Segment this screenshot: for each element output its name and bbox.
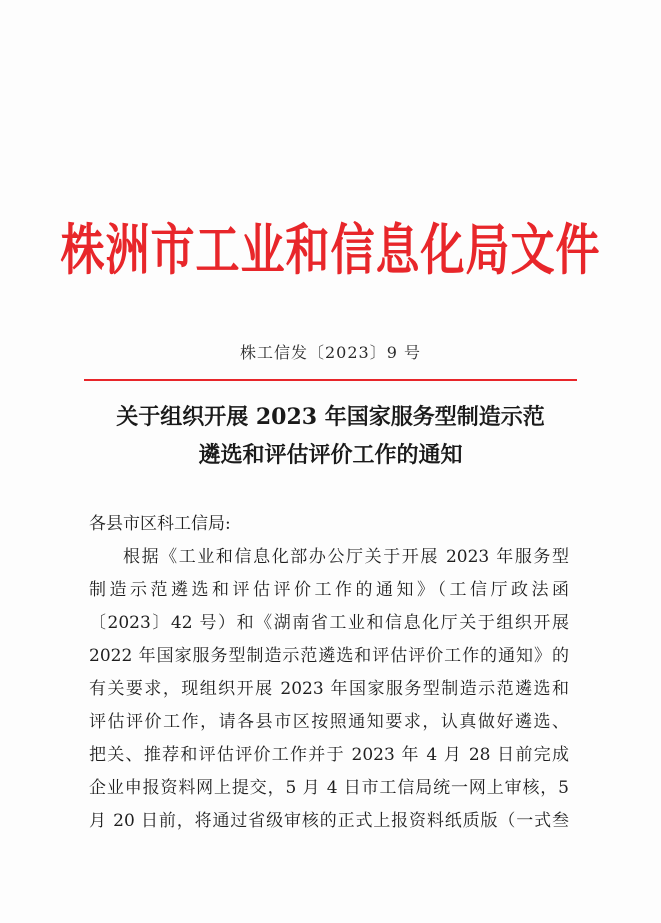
body-line: 根据《工业和信息化部办公厅关于开展 2023 年服务型 bbox=[123, 547, 569, 567]
issuer-title: 株洲市工业和信息化局文件 bbox=[60, 219, 601, 283]
body-line: 〔2023〕42 号）和《湖南省工业和信息化厅关于组织开展 bbox=[89, 613, 569, 633]
body-line: 2022 年国家服务型制造示范遴选和评估评价工作的通知》的 bbox=[89, 646, 569, 666]
body-line: 有关要求，现组织开展 2023 年国家服务型制造示范遴选和 bbox=[89, 679, 569, 699]
notice-title-line-2: 遴选和评估评价工作的通知 bbox=[198, 442, 463, 468]
body-line: 评估评价工作，请各县市区按照通知要求，认真做好遴选、 bbox=[89, 712, 569, 732]
document-number: 株工信发〔2023〕9 号 bbox=[240, 343, 421, 362]
salutation: 各县市区科工信局: bbox=[89, 514, 231, 534]
body-line: 制造示范遴选和评估评价工作的通知》（工信厅政法函 bbox=[89, 580, 569, 600]
notice-title-line-1: 关于组织开展 2023 年国家服务型制造示范 bbox=[116, 404, 545, 430]
body-line: 企业申报资料网上提交，5 月 4 日市工信局统一网上审核，5 bbox=[89, 778, 569, 798]
notice-body bbox=[89, 508, 569, 838]
body-line: 月 20 日前，将通过省级审核的正式上报资料纸质版（一式叁 bbox=[89, 811, 569, 831]
notice-title bbox=[60, 398, 601, 474]
red-divider-rule bbox=[84, 379, 577, 381]
body-line: 把关、推荐和评估评价工作并于 2023 年 4 月 28 日前完成 bbox=[89, 745, 569, 765]
